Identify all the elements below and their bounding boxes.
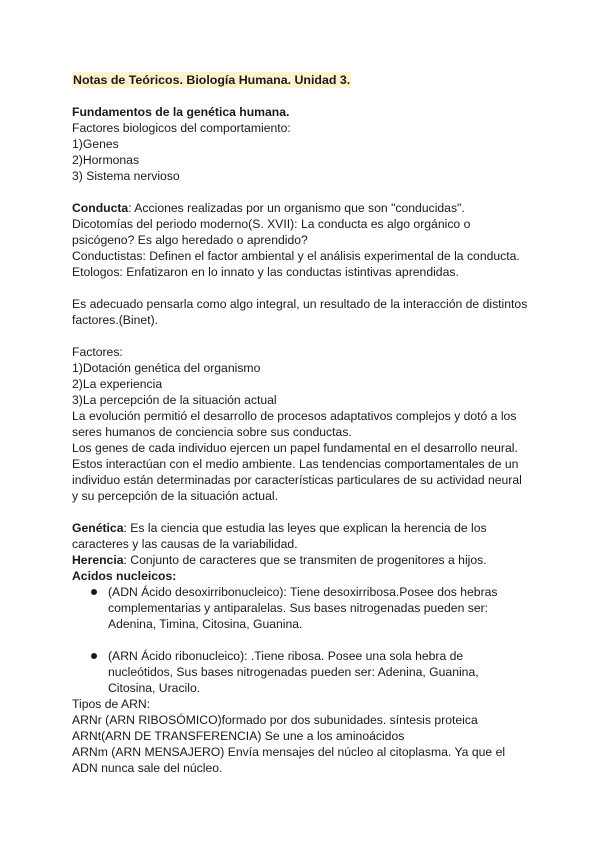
conducta-term: Conducta xyxy=(72,201,129,215)
text-line: ARNr (ARN RIBOSÓMICO)formado por dos subunidades. síntesis proteica xyxy=(72,713,478,727)
text-line: Dicotomías del periodo moderno(S. XVII): La conducta es algo orgánico o xyxy=(72,217,471,231)
text-line: caracteres y las causas de la variabilidad. xyxy=(72,537,298,551)
text-line: ARNt(ARN DE TRANSFERENCIA) Se une a los aminoácidos xyxy=(72,729,405,743)
bullet-text-line: Citosina, Uracilo. xyxy=(108,681,201,695)
conducta-definition xyxy=(72,200,532,216)
list-item xyxy=(72,648,532,696)
text-line: 2)Hormonas xyxy=(72,153,140,167)
document-title: Notas de Teóricos. Biología Humana. Unidad 3. xyxy=(73,73,351,87)
text-line: 1)Dotación genética del organismo xyxy=(72,361,261,375)
bullet-text-line: Adenina, Timina, Citosina, Guanina. xyxy=(108,617,303,631)
text-line: ARNm (ARN MENSAJERO) Envía mensajes del núcleo al citoplasma. Ya que el xyxy=(72,745,506,759)
section-factores xyxy=(72,344,532,504)
fundamentos-heading: Fundamentos de la genética humana. xyxy=(72,105,290,119)
bullet-icon xyxy=(91,653,97,659)
bullet-list xyxy=(72,584,532,696)
text-line: factores.(Binet). xyxy=(72,313,159,327)
section-tipos-arn xyxy=(72,696,532,776)
text-line: Es adecuado pensarla como algo integral, un resultado de la interacción de distintos xyxy=(72,297,528,311)
text-line: Conductistas: Definen el factor ambiental y el análisis experimental de la conducta. xyxy=(72,249,520,263)
herencia-definition xyxy=(72,552,532,568)
text-line: Los genes de cada individuo ejercen un papel fundamental en el desarrollo neural. xyxy=(72,441,518,455)
text-line: Etologos: Enfatizaron en lo innato y las conductas istintivas aprendidas. xyxy=(72,265,459,279)
genetica-definition xyxy=(72,520,532,536)
conducta-def-text: : Acciones realizadas por un organismo que son "conducidas". xyxy=(128,201,465,215)
text-line: La evolución permitió el desarrollo de procesos adaptativos complejos y dotó a los xyxy=(72,409,517,423)
herencia-term: Herencia xyxy=(72,553,124,567)
acidos-heading: Acidos nucleicos: xyxy=(72,569,177,583)
bullet-text-line: complementarias y antiparalelas. Sus bases nitrogenadas pueden ser: xyxy=(108,601,489,615)
list-item xyxy=(72,584,532,632)
document-body xyxy=(72,72,532,776)
bullet-text-line: nucleótidos, Sus bases nitrogenadas pueden ser: Adenina, Guanina, xyxy=(108,665,479,679)
text-line: 1)Genes xyxy=(72,137,119,151)
section-fundamentos xyxy=(72,104,532,184)
bullet-icon xyxy=(91,589,97,595)
section-conducta xyxy=(72,200,532,280)
text-line: 3) Sistema nervioso xyxy=(72,169,180,183)
text-line: individuo están determinadas por características particulares de su actividad neural xyxy=(72,473,522,487)
bullet-text-line: (ADN Ácido desoxirribonucleico): Tiene desoxirribosa.Posee dos hebras xyxy=(108,585,498,599)
text-line: 3)La percepción de la situación actual xyxy=(72,393,277,407)
text-line: y su percepción de la situación actual. xyxy=(72,489,278,503)
text-line: psicógeno? Es algo heredado o aprendido? xyxy=(72,233,308,247)
text-line: ADN nunca sale del núcleo. xyxy=(72,761,223,775)
text-line: Factores biologicos del comportamiento: xyxy=(72,121,291,135)
text-line: Factores: xyxy=(72,345,123,359)
text-line: 2)La experiencia xyxy=(72,377,163,391)
herencia-def-text: : Conjunto de caracteres que se transmiten de progenitores a hijos. xyxy=(123,553,487,567)
genetica-term: Genética xyxy=(72,521,124,535)
section-integral xyxy=(72,296,532,328)
section-genetica xyxy=(72,520,532,696)
genetica-def-text: : Es la ciencia que estudia las leyes que explican la herencia de los xyxy=(123,521,487,535)
text-line: Tipos de ARN: xyxy=(72,697,151,711)
text-line: seres humanos de conciencia sobre sus conductas. xyxy=(72,425,352,439)
text-line: Estos interactúan con el medio ambiente. Las tendencias comportamentales de un xyxy=(72,457,519,471)
bullet-text-line: (ARN Ácido ribonucleico): .Tiene ribosa. Posee una sola hebra de xyxy=(108,649,464,663)
